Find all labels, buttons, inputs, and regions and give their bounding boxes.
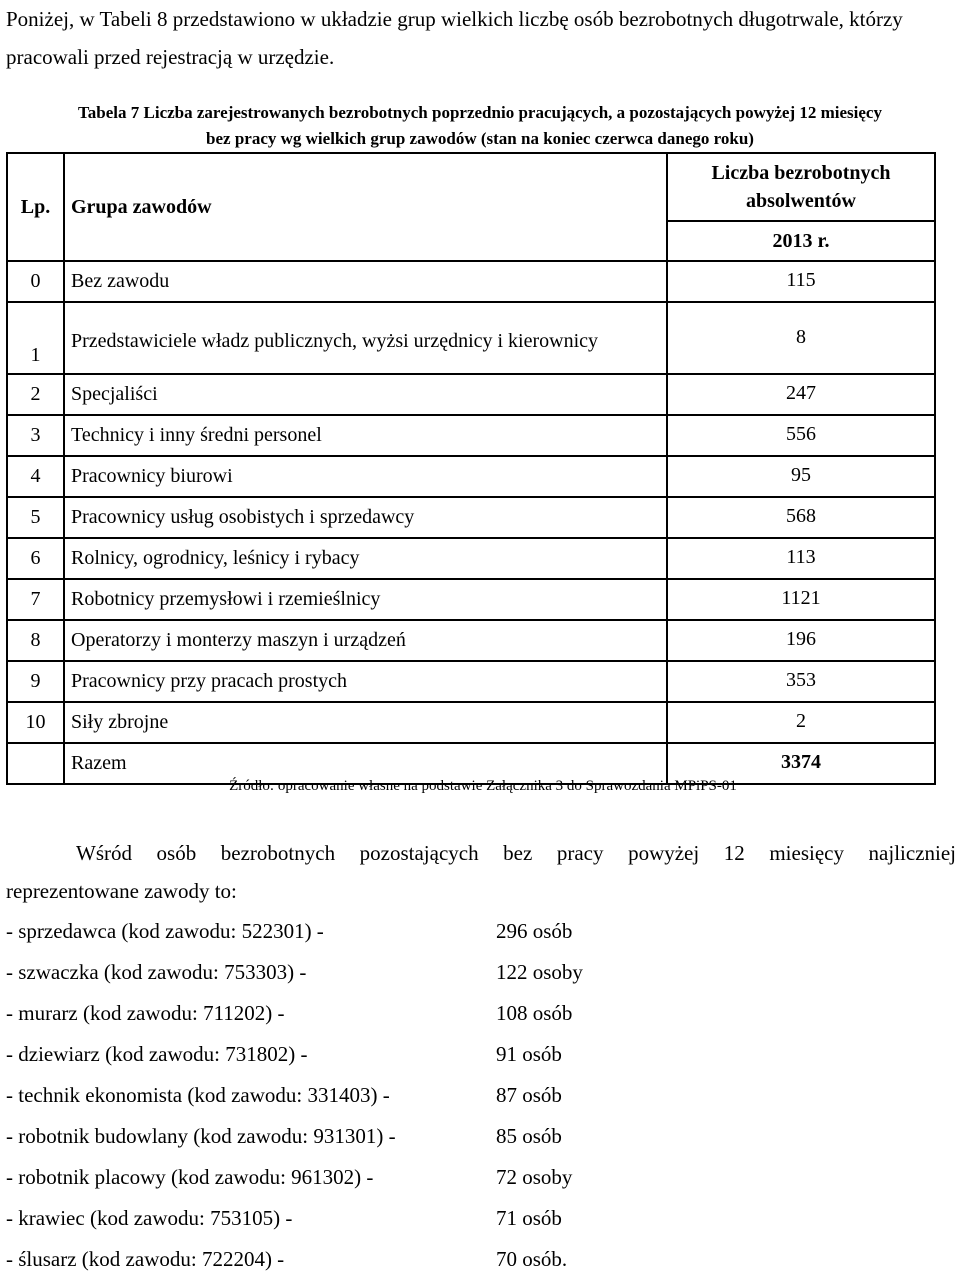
table-title-line-1: Tabela 7 Liczba zarejestrowanych bezrobotnych poprzednio pracujących, a pozostających powyżej 12 miesięcy (78, 103, 882, 122)
row-lp: 6 (7, 538, 64, 579)
total-label: Razem (64, 743, 667, 784)
row-group: Operatorzy i monterzy maszyn i urządzeń (64, 620, 667, 661)
list-item (6, 1117, 706, 1158)
table-body (7, 261, 935, 743)
table-row (7, 620, 935, 661)
row-value: 196 (667, 620, 935, 661)
list-item-occupation: - murarz (kod zawodu: 711202) - (6, 1001, 285, 1025)
intro-paragraph: Poniżej, w Tabeli 8 przedstawiono w układzie grup wielkich liczbę osób bezrobotnych długotrwale, którzy pracowali przed rejestracją w urzędzie. (6, 7, 903, 69)
list-item-occupation: - robotnik placowy (kod zawodu: 961302) - (6, 1165, 374, 1189)
list-item (6, 953, 706, 994)
row-value: 113 (667, 538, 935, 579)
row-group: Bez zawodu (64, 261, 667, 302)
row-lp: 5 (7, 497, 64, 538)
source-note: Źródło: opracowanie własne na podstawie Załącznika 3 do Sprawozdania MPiPS-01 (229, 778, 737, 794)
occupation-list (6, 912, 706, 1281)
row-value: 115 (667, 261, 935, 302)
total-value: 3374 (667, 743, 935, 784)
row-value: 95 (667, 456, 935, 497)
row-lp: 0 (7, 261, 64, 302)
header-group: Grupa zawodów (64, 153, 667, 261)
list-item-count: 91 osób (496, 1042, 562, 1066)
summary-line-2: reprezentowane zawody to: (6, 879, 237, 903)
row-group: Przedstawiciele władz publicznych, wyżsi urzędnicy i kierownicy (64, 302, 667, 374)
row-group: Pracownicy biurowi (64, 456, 667, 497)
row-value: 568 (667, 497, 935, 538)
row-value: 1121 (667, 579, 935, 620)
list-item-count: 108 osób (496, 1001, 573, 1025)
list-item (6, 994, 706, 1035)
table-row (7, 538, 935, 579)
list-item (6, 1240, 706, 1281)
row-lp: 3 (7, 415, 64, 456)
row-group: Technicy i inny średni personel (64, 415, 667, 456)
table-row (7, 261, 935, 302)
row-value: 556 (667, 415, 935, 456)
table-title-line-2: bez pracy wg wielkich grup zawodów (stan na koniec czerwca danego roku) (206, 129, 754, 148)
row-group: Pracownicy usług osobistych i sprzedawcy (64, 497, 667, 538)
list-item-occupation: - ślusarz (kod zawodu: 722204) - (6, 1247, 285, 1271)
row-value: 2 (667, 702, 935, 743)
table-row (7, 374, 935, 415)
list-item-occupation: - krawiec (kod zawodu: 753105) - (6, 1206, 293, 1230)
occupation-table (6, 152, 936, 785)
list-item-occupation: - sprzedawca (kod zawodu: 522301) - (6, 919, 324, 943)
row-group: Pracownicy przy pracach prostych (64, 661, 667, 702)
row-value: 247 (667, 374, 935, 415)
summary-paragraph (6, 834, 956, 910)
list-item (6, 1076, 706, 1117)
list-item-occupation: - technik ekonomista (kod zawodu: 331403) - (6, 1083, 390, 1107)
table-title (0, 100, 960, 152)
summary-line-1: Wśród osób bezrobotnych pozostających bez pracy powyżej 12 miesięcy najliczniej (76, 841, 956, 865)
header-year: 2013 r. (667, 221, 935, 261)
row-lp: 10 (7, 702, 64, 743)
table-row (7, 415, 935, 456)
table-row (7, 661, 935, 702)
row-value: 8 (667, 302, 935, 374)
list-item-count: 122 osoby (496, 960, 583, 984)
table-row (7, 702, 935, 743)
row-group: Specjaliści (64, 374, 667, 415)
header-value: Liczba bezrobotnych absolwentów (667, 153, 935, 221)
list-item (6, 1158, 706, 1199)
row-lp: 1 (7, 302, 64, 374)
list-item-count: 72 osoby (496, 1165, 573, 1189)
list-item (6, 1035, 706, 1076)
table-row (7, 456, 935, 497)
list-item-count: 296 osób (496, 919, 573, 943)
row-lp: 2 (7, 374, 64, 415)
table-row (7, 497, 935, 538)
list-item-occupation: - szwaczka (kod zawodu: 753303) - (6, 960, 307, 984)
row-group: Robotnicy przemysłowi i rzemieślnicy (64, 579, 667, 620)
list-item-count: 70 osób. (496, 1247, 568, 1271)
row-group: Siły zbrojne (64, 702, 667, 743)
header-lp: Lp. (7, 153, 64, 261)
list-item-occupation: - robotnik budowlany (kod zawodu: 931301) - (6, 1124, 396, 1148)
row-lp: 4 (7, 456, 64, 497)
table-row (7, 579, 935, 620)
list-item-count: 71 osób (496, 1206, 562, 1230)
list-item-count: 87 osób (496, 1083, 562, 1107)
list-item-occupation: - dziewiarz (kod zawodu: 731802) - (6, 1042, 308, 1066)
row-lp: 9 (7, 661, 64, 702)
row-lp: 8 (7, 620, 64, 661)
row-lp: 7 (7, 579, 64, 620)
table-row (7, 302, 935, 374)
row-value: 353 (667, 661, 935, 702)
row-group: Rolnicy, ogrodnicy, leśnicy i rybacy (64, 538, 667, 579)
list-item (6, 912, 706, 953)
list-item (6, 1199, 706, 1240)
list-item-count: 85 osób (496, 1124, 562, 1148)
